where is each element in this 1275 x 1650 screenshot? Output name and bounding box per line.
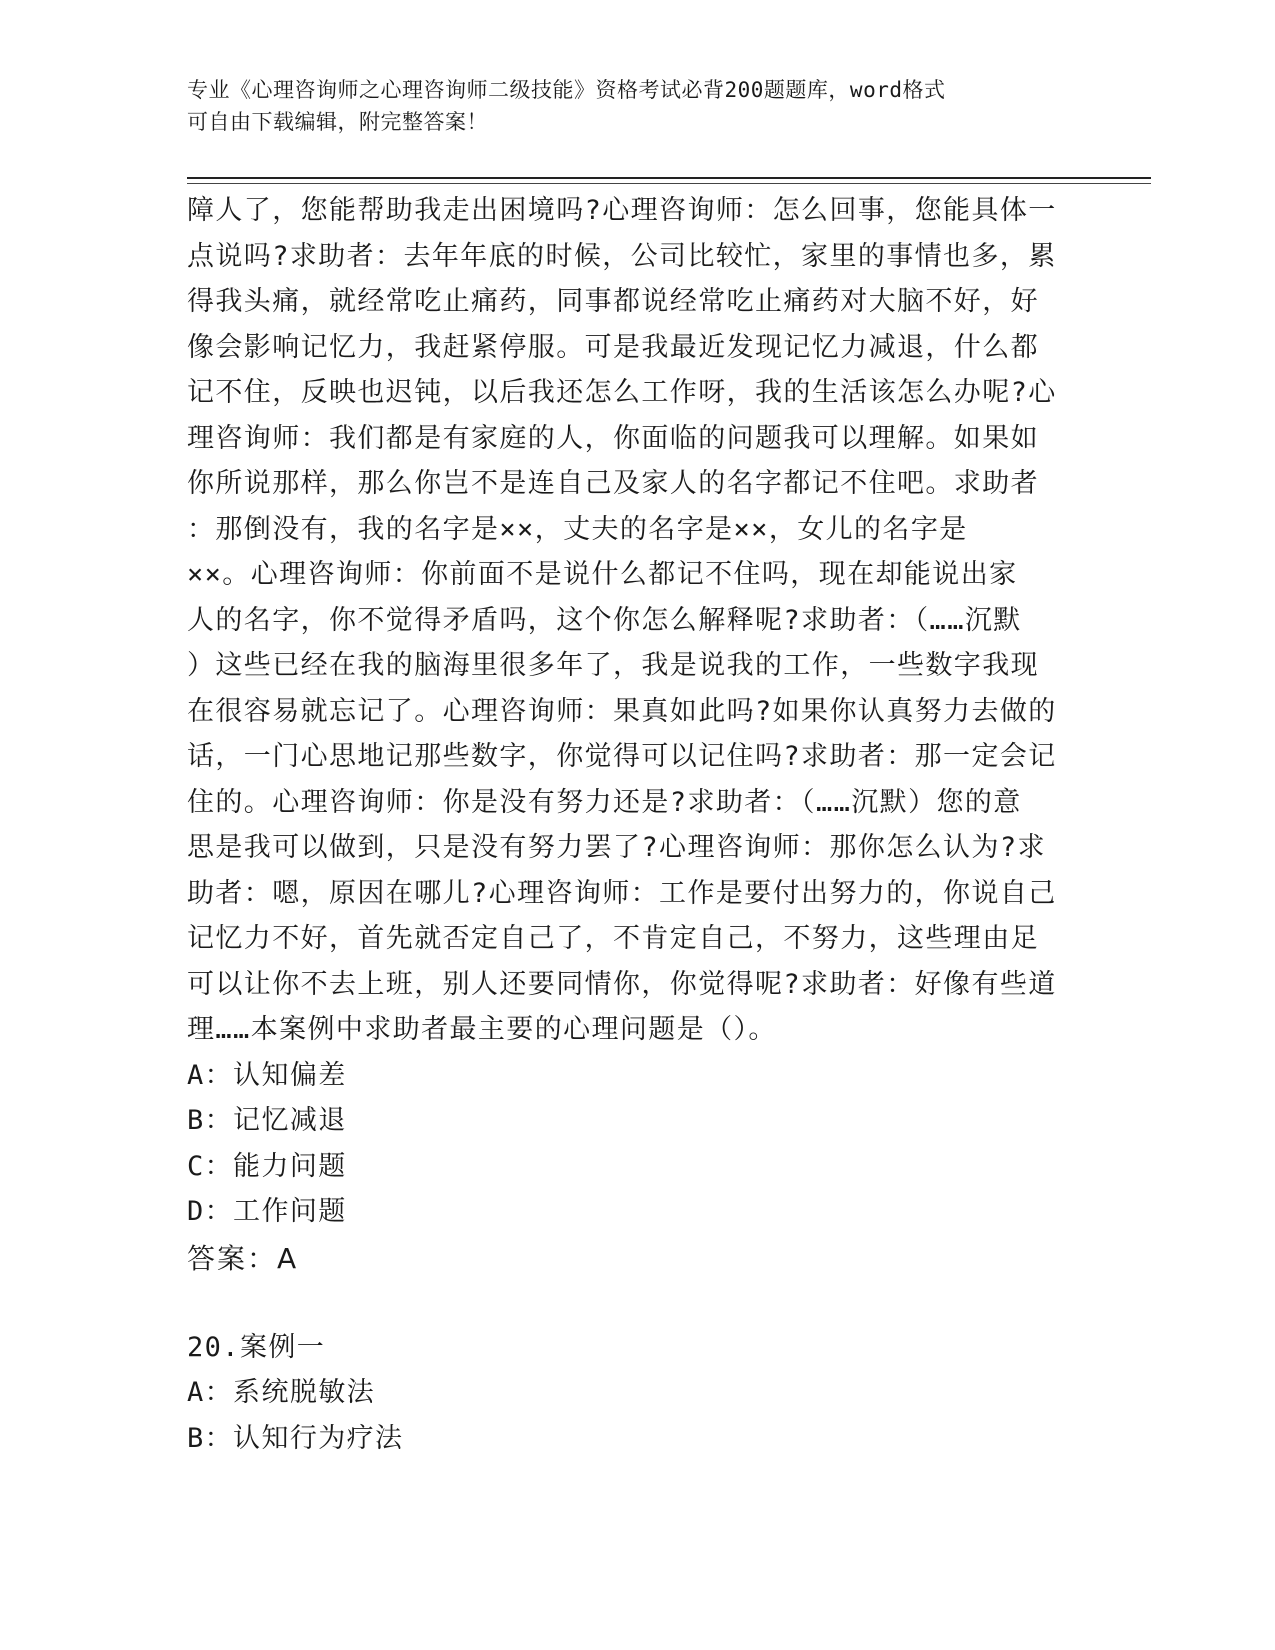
stem-line: 像会影响记忆力，我赶紧停服。可是我最近发现记忆力减退，什么都 bbox=[187, 331, 1039, 363]
stem-line: 思是我可以做到，只是没有努力罢了?心理咨询师：那你怎么认为?求 bbox=[187, 832, 1046, 863]
option-b: B：记忆减退 bbox=[187, 1105, 347, 1136]
header-divider-thick bbox=[187, 177, 1151, 179]
answer-line: 答案：A bbox=[187, 1241, 299, 1275]
option-c: C：能力问题 bbox=[187, 1150, 347, 1182]
stem-line: 点说吗?求助者：去年年底的时候，公司比较忙，家里的事情也多，累 bbox=[187, 240, 1057, 272]
stem-line: 记不住，反映也迟钝，以后我还怎么工作呀，我的生活该怎么办呢?心 bbox=[187, 377, 1057, 408]
stem-line: 理咨询师：我们都是有家庭的人，你面临的问题我可以理解。如果如 bbox=[187, 422, 1039, 454]
stem-line: 理……本案例中求助者最主要的心理问题是（）。 bbox=[187, 1014, 777, 1045]
stem-line: 人的名字，你不觉得矛盾吗，这个你怎么解释呢?求助者：（……沉默 bbox=[187, 604, 1022, 636]
question-19-stem bbox=[187, 188, 1077, 1053]
header-divider-thin bbox=[187, 183, 1151, 184]
stem-line: ××。心理咨询师：你前面不是说什么都记不住吗，现在却能说出家 bbox=[187, 559, 1018, 590]
document-header bbox=[187, 74, 1077, 138]
option-d: D：工作问题 bbox=[187, 1196, 347, 1227]
stem-line: ：那倒没有，我的名字是××，丈夫的名字是××，女儿的名字是 bbox=[187, 513, 968, 545]
stem-line: 记忆力不好，首先就否定自己了，不肯定自己，不努力，这些理由足 bbox=[187, 923, 1039, 954]
stem-line: 得我头痛，就经常吃止痛药，同事都说经常吃止痛药对大脑不好，好 bbox=[187, 286, 1039, 317]
stem-line: 你所说那样，那么你岂不是连自己及家人的名字都记不住吧。求助者 bbox=[187, 468, 1039, 499]
question-19-options bbox=[187, 1053, 1077, 1235]
header-title-line-2: 可自由下载编辑，附完整答案！ bbox=[187, 110, 488, 134]
stem-line: 助者：嗯，原因在哪儿?心理咨询师：工作是要付出努力的，你说自己 bbox=[187, 877, 1057, 909]
option-a: A：系统脱敏法 bbox=[187, 1377, 376, 1408]
stem-line: 话，一门心思地记那些数字，你觉得可以记住吗?求助者：那一定会记 bbox=[187, 741, 1057, 772]
option-b: B：认知行为疗法 bbox=[187, 1422, 404, 1454]
option-a: A：认知偏差 bbox=[187, 1059, 347, 1091]
stem-line: ）这些已经在我的脑海里很多年了，我是说我的工作，一些数字我现 bbox=[187, 650, 1039, 681]
question-20 bbox=[187, 1325, 1077, 1462]
header-title-line-1: 专业《心理咨询师之心理咨询师二级技能》资格考试必背200题题库，word格式 bbox=[187, 78, 946, 102]
stem-line: 可以让你不去上班，别人还要同情你，你觉得呢?求助者：好像有些道 bbox=[187, 968, 1057, 1000]
stem-line: 住的。心理咨询师：你是没有努力还是?求助者：（……沉默）您的意 bbox=[187, 786, 1022, 818]
stem-line: 障人了，您能帮助我走出困境吗?心理咨询师：怎么回事，您能具体一 bbox=[187, 195, 1057, 226]
stem-line: 在很容易就忘记了。心理咨询师：果真如此吗?如果你认真努力去做的 bbox=[187, 695, 1057, 727]
document-body bbox=[187, 188, 1077, 1461]
question-20-title: 20.案例一 bbox=[187, 1331, 326, 1363]
section-spacer bbox=[187, 1283, 1077, 1325]
